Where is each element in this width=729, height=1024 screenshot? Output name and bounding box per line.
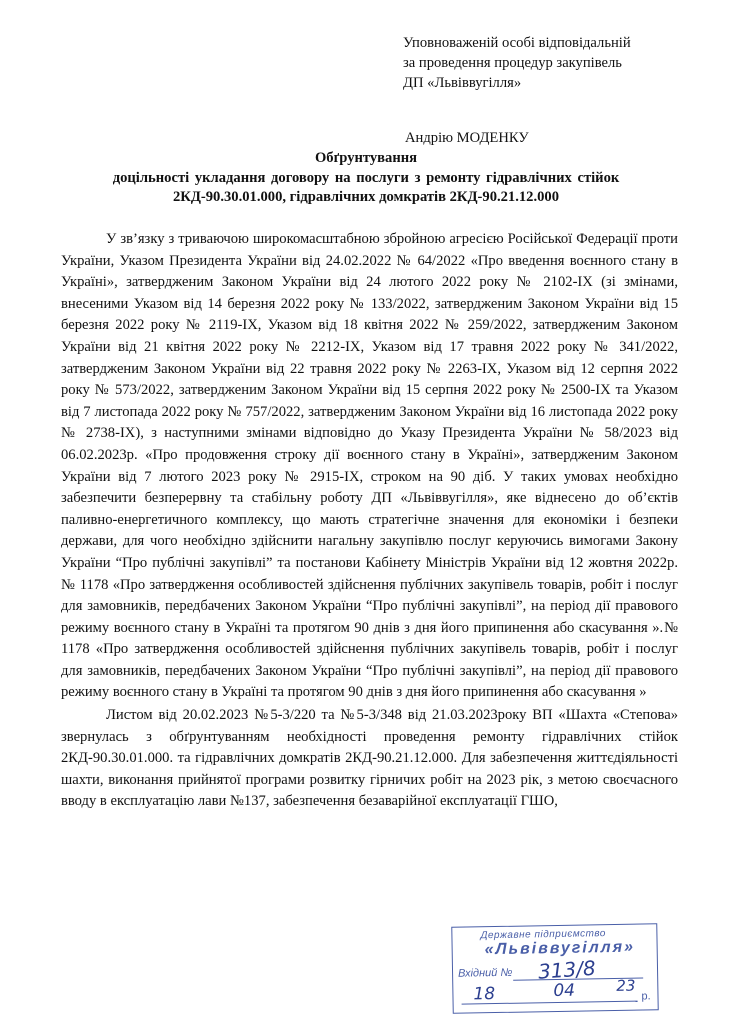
registration-stamp — [451, 923, 658, 1014]
stamp-month: 04 — [553, 980, 576, 1002]
title-line-1: Обґрунтування — [314, 150, 418, 166]
stamp-organization: Державне підприємство — [480, 928, 607, 942]
body-paragraph-1: У зв’язку з триваючою широкомасштабною збройною агресією Російської Федерації проти України, Указом Президента України від 24.02.2022 № 64/2022 «Про введення воєнного стану в Україні», затвердженим Законом України від 24 лютого 2022 року № 2102-IX (зі змінами, внесеними Указом від 14 березня 2022 року № 133/2022, затвердженим Законом України від 15 березня 2022 року № 2119-IX, Указом від 18 квітня 2022 № 259/2022, затвердженим Законом України від 21 квітня 2022 року № 2212-IX, Указом від 17 травня 2022 року № 341/2022, затвердженим Законом України від 22 травня 2022 року № 2263-IX, Указом від 12 серпня 2022 року № 573/2022, затвердженим Законом України від 15 серпня 2022 року № 2500-IX та Указом від 7 листопада 2022 року № 757/2022, затвердженим Законом України від 16 листопада 2022 року № 2738-IX), з наступними змінами відповідно до Указу Президента України № 58/2023 від 06.02.2023р. «Про продовження строку дії воєнного стану в Україні», затвердженим Законом України від 7 лютого 2023 року № 2915-IX, строком на 90 діб. У таких умовах необхідно забезпечити безперервну та стабільну роботу ДП «Львіввугілля», яке віднесено до об’єктів паливно-енергетичного комплексу, що мають стратегічне значення для економіки і безпеки держави, для чого необхідно здійснити нагальну закупівлю послуг керуючись вимогами Закону України “Про публічні закупівлі” та постанови Кабінету Міністрів України від 12 жовтня 2022р. № 1178 «Про затвердження особливостей здійснення публічних закупівель товарів, робіт і послуг для замовників, передбачених Законом України “Про публічні закупівлі”, на період дії правового режиму воєнного стану в Україні та протягом 90 днів з дня його припинення або скасування ».№ 1178 «Про затвердження особливостей здійснення публічних закупівель товарів, робіт і послуг для замовників, передбачених Законом України “Про публічні закупівлі”, на період дії правового режиму воєнного стану в Україні та протягом 90 днів з дня його припинення або скасування » — [61, 231, 678, 701]
body-paragraph-2: Листом від 20.02.2023 №5-3/220 та №5-3/348 від 21.03.2023року ВП «Шахта «Степова» звернулась з обґрунтуванням необхідності проведення ремонту гідравлічних стійок 2КД-90.30.01.000. та гідравлічних домкратів 2КД-90.21.12.000. Для забезпечення життєдіяльності шахти, виконання прийнятої програми розвитку гірничих робіт на 2023 рік, з метою своєчасного вводу в експлуатацію лави №137, забезпечення безаварійної експлуатації ГШО, — [61, 707, 678, 810]
stamp-incoming-label: Вхідний № — [457, 966, 513, 980]
addressee-line-1: Уповноваженій особі відповідальній — [403, 35, 631, 51]
stamp-year: 23 — [616, 976, 636, 995]
addressee-block — [403, 33, 703, 148]
document-title — [56, 149, 676, 208]
stamp-brand: «Львіввугілля» — [484, 938, 636, 959]
stamp-incoming-number: 313/8 — [537, 955, 597, 984]
addressee-line-2: за проведення процедур закупівель — [403, 55, 622, 71]
addressee-name: Андрію МОДЕНКУ — [405, 130, 529, 146]
title-line-2: доцільності укладання договору на послуги з ремонту гідравлічних стійок — [112, 169, 620, 186]
addressee-line-3: ДП «Львіввугілля» — [403, 75, 522, 91]
stamp-year-suffix: р. — [641, 990, 651, 1003]
stamp-day: 18 — [473, 984, 496, 1005]
document-body — [61, 229, 678, 813]
title-line-3: 2КД-90.30.01.000, гідравлічних домкратів 2КД-90.21.12.000 — [172, 189, 560, 205]
